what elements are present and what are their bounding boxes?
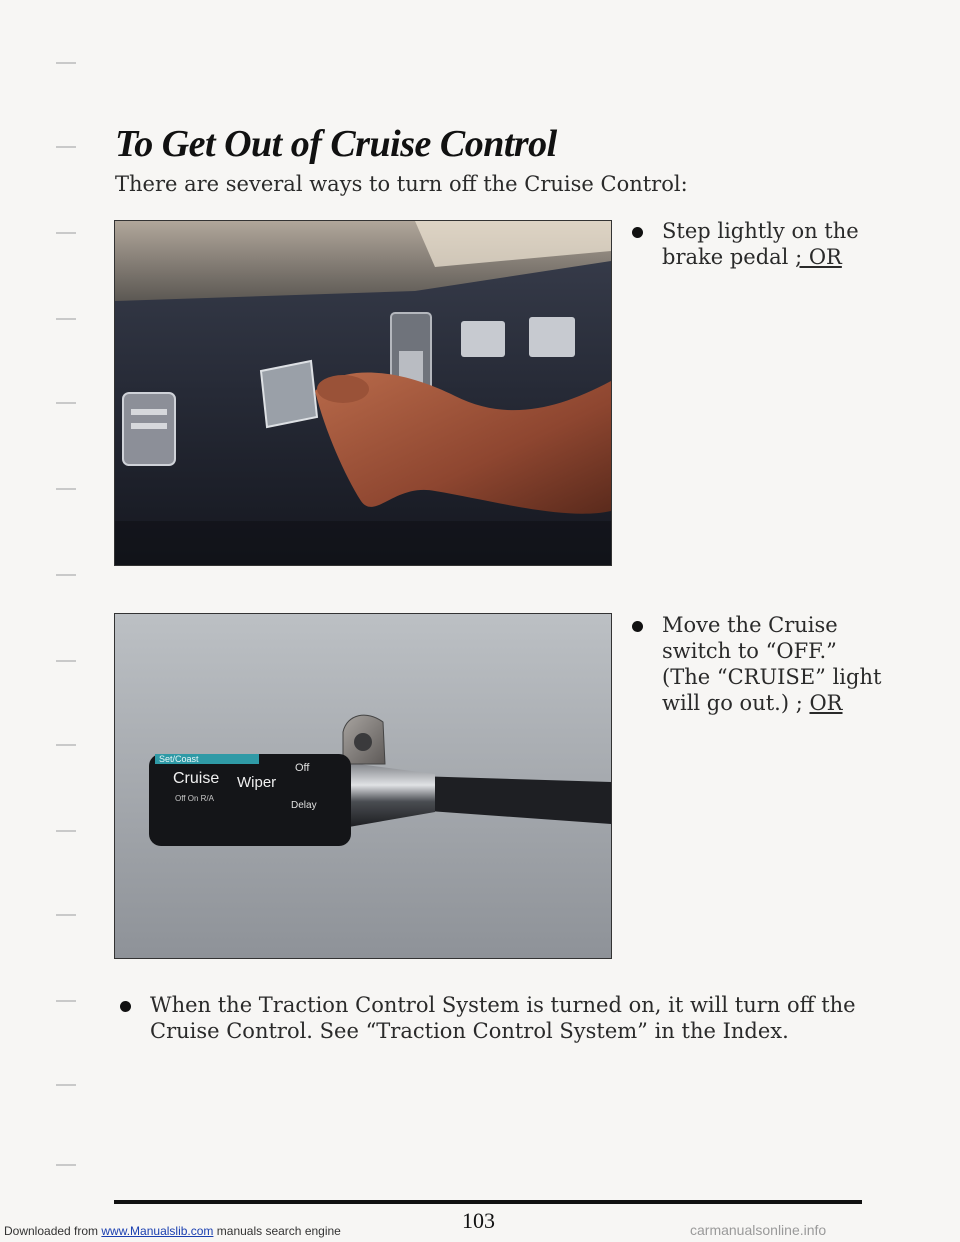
windshield-washer-icon	[354, 733, 372, 751]
margin-tick	[56, 744, 76, 746]
margin-tick	[56, 1164, 76, 1166]
step-text: Move the Cruise switch to “OFF.” (The “CRUISE” light will go out.) ;	[662, 613, 882, 715]
cruise-positions-label: Off On R/A	[175, 794, 214, 803]
step-brake-pedal	[632, 218, 872, 278]
download-notice	[4, 1224, 341, 1238]
download-prefix: Downloaded from	[4, 1224, 102, 1238]
step-traction-control	[120, 992, 880, 1052]
bullet-icon	[632, 227, 643, 238]
margin-tick	[56, 488, 76, 490]
step-connector: OR	[809, 691, 843, 715]
margin-tick	[56, 402, 76, 404]
step-text: Step lightly on the brake pedal	[662, 219, 859, 269]
margin-tick	[56, 318, 76, 320]
cruise-stalk-photo	[114, 613, 612, 959]
set-coast-label: Set/Coast	[159, 754, 199, 764]
margin-tick	[56, 1084, 76, 1086]
margin-tick	[56, 232, 76, 234]
step-connector: ; OR	[795, 245, 842, 269]
watermark-text: carmanualsonline.info	[690, 1222, 827, 1238]
wiper-label: Wiper	[237, 774, 277, 791]
margin-tick	[56, 914, 76, 916]
manualslib-link[interactable]: www.Manualslib.com	[101, 1224, 214, 1238]
step-cruise-switch-off	[632, 612, 882, 742]
margin-tick	[56, 830, 76, 832]
margin-tick	[56, 574, 76, 576]
margin-tick	[56, 660, 76, 662]
section-intro: There are several ways to turn off the Cruise Control:	[115, 172, 688, 196]
brake-pedal-photo	[114, 220, 612, 566]
footer-rule	[114, 1200, 862, 1204]
bullet-icon	[120, 1001, 131, 1012]
margin-tick	[56, 146, 76, 148]
wiper-off-label: Off	[295, 762, 310, 774]
download-suffix: manuals search engine	[213, 1224, 341, 1238]
step-text: When the Traction Control System is turned on, it will turn off the Cruise Control. See “Traction Control System” in the Index.	[150, 993, 856, 1043]
wiper-delay-label: Delay	[291, 800, 317, 811]
bullet-icon	[632, 621, 643, 632]
section-title: To Get Out of Cruise Control	[115, 123, 557, 165]
page-number: 103	[462, 1208, 495, 1233]
cruise-label: Cruise	[173, 770, 220, 787]
margin-tick	[56, 62, 76, 64]
margin-tick	[56, 1000, 76, 1002]
